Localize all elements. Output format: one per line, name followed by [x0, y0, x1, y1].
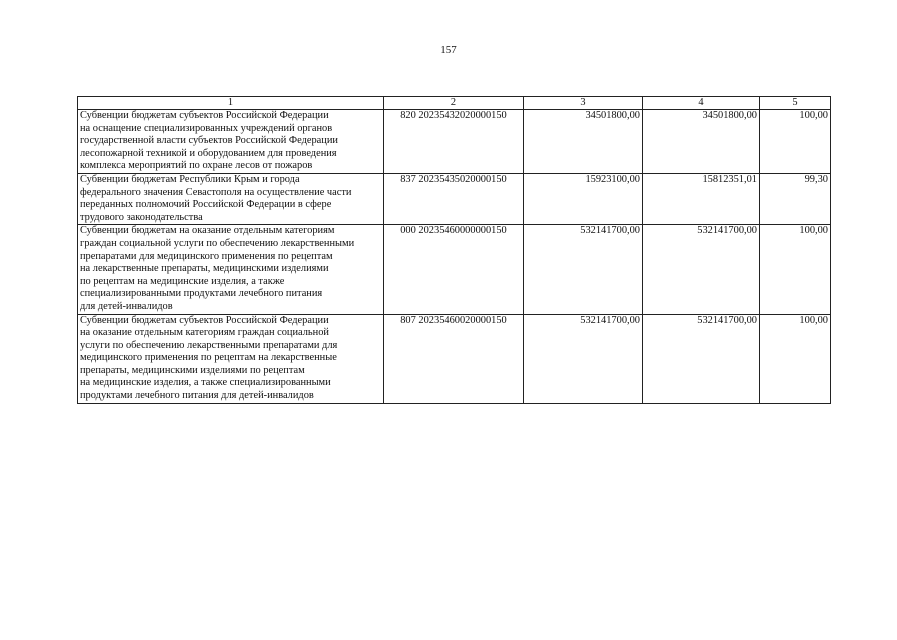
- row-col3: 532141700,00: [524, 314, 643, 403]
- row-code: 000 20235460000000150: [384, 225, 524, 314]
- row-col5: 100,00: [760, 110, 831, 174]
- table-row: [78, 314, 831, 403]
- row-col3: 532141700,00: [524, 225, 643, 314]
- column-header-1: 1: [78, 97, 384, 110]
- table-header-row: [78, 97, 831, 110]
- row-col4: 34501800,00: [643, 110, 760, 174]
- table-row: [78, 173, 831, 224]
- row-col4: 532141700,00: [643, 314, 760, 403]
- column-header-2: 2: [384, 97, 524, 110]
- row-name: Субвенции бюджетам Республики Крым и города федерального значения Севастополя на осуществление части переданных полномочий Российской Федерации в сфере трудового законодательства: [78, 173, 384, 224]
- row-col3: 15923100,00: [524, 173, 643, 224]
- page-number: 157: [440, 44, 457, 56]
- table-row: [78, 225, 831, 314]
- row-name: Субвенции бюджетам на оказание отдельным категориям граждан социальной услуги по обеспечению лекарственными препаратами для медицинского применения по рецептам на лекарственные препараты, медицинскими изделиями по рецептам на медицинские изделия, а также специализированными продуктами лечебного питания для детей-инвалидов: [78, 225, 384, 314]
- row-code: 807 20235460020000150: [384, 314, 524, 403]
- table-row: [78, 110, 831, 174]
- row-col5: 99,30: [760, 173, 831, 224]
- column-header-5: 5: [760, 97, 831, 110]
- row-code: 820 20235432020000150: [384, 110, 524, 174]
- row-col5: 100,00: [760, 314, 831, 403]
- row-col3: 34501800,00: [524, 110, 643, 174]
- row-col4: 532141700,00: [643, 225, 760, 314]
- row-col5: 100,00: [760, 225, 831, 314]
- column-header-3: 3: [524, 97, 643, 110]
- row-name: Субвенции бюджетам субъектов Российской Федерации на оказание отдельным категориям граждан социальной услуги по обеспечению лекарственными препаратами для медицинского применения по рецептам на лекарственные препараты, медицинскими изделиями по рецептам на медицинские изделия, а также специализированными продуктами лечебного питания для детей-инвалидов: [78, 314, 384, 403]
- column-header-4: 4: [643, 97, 760, 110]
- row-col4: 15812351,01: [643, 173, 760, 224]
- row-name: Субвенции бюджетам субъектов Российской Федерации на оснащение специализированных учреждений органов государственной власти субъектов Российской Федерации лесопожарной техникой и оборудованием для проведения комплекса мероприятий по охране лесов от пожаров: [78, 110, 384, 174]
- row-code: 837 20235435020000150: [384, 173, 524, 224]
- budget-table: [77, 96, 831, 404]
